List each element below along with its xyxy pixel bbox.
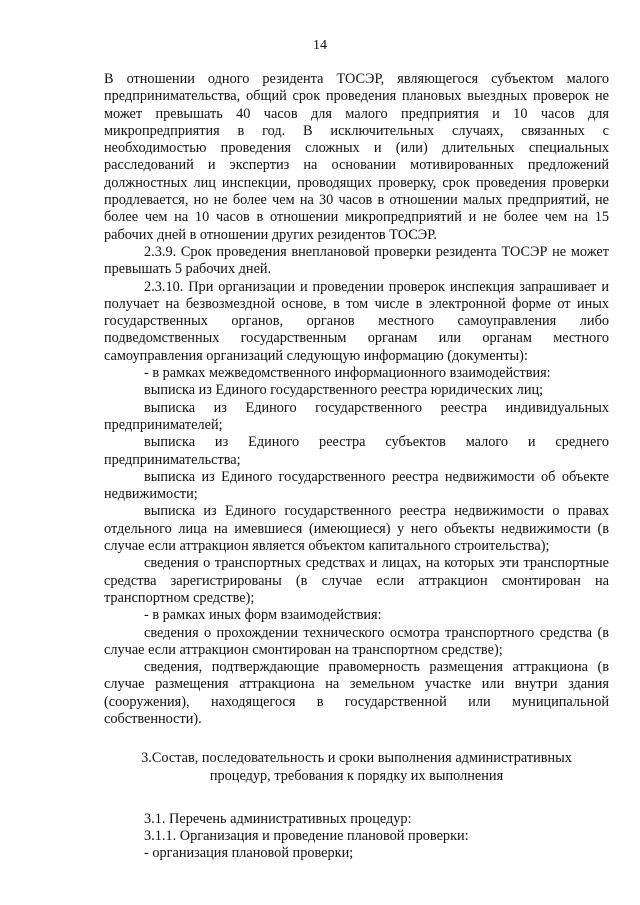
paragraphs-top (104, 71, 609, 728)
section-heading-line-2: процедур, требования к порядку их выполнения (209, 767, 504, 784)
list-item: выписка из Единого государственного реестра недвижимости об объекте недвижимости; (104, 468, 609, 503)
list-item: выписка из Единого государственного реестра недвижимости о правах отдельного лица на имевшиеся (имеющиеся) у него объекты недвижимости (в случае если аттракцион является объектом капитального строительства); (104, 503, 609, 555)
section-heading (104, 750, 609, 785)
list-item: выписка из Единого реестра субъектов малого и среднего предпринимательства; (104, 434, 609, 468)
list-item: выписка из Единого государственного реестра юридических лиц; (144, 382, 544, 399)
list-item: - в рамках иных форм взаимодействия: (144, 607, 382, 624)
paragraphs-bottom (104, 811, 609, 863)
paragraph: 2.3.9. Срок проведения внеплановой проверки резидента ТОСЭР не может превышать 5 рабочих дней. (104, 243, 609, 278)
list-item: сведения, подтверждающие правомерность размещения аттракциона (в случае размещения аттракциона на земельном участке или внутри здания (сооружения), находящегося в государственной или муниципальной собственности). (104, 659, 609, 727)
list-item: - организация плановой проверки; (144, 845, 354, 862)
paragraph: 3.1.1. Организация и проведение плановой проверки: (144, 828, 469, 845)
list-item: выписка из Единого государственного реестра индивидуальных предпринимателей; (104, 399, 609, 433)
paragraph: 3.1. Перечень административных процедур: (144, 810, 412, 827)
list-item: сведения о прохождении технического осмотра транспортного средства (в случае если аттракцион смонтирован на транспортном средстве); (104, 624, 609, 658)
paragraph: В отношении одного резидента ТОСЭР, являющегося субъектом малого предпринимательства, общий срок проведения плановых выездных проверок не может превышать 40 часов для малого предприятия и 10 часов для микропредприятия в год. В исключительных случаях, связанных с необходимостью проведения сложных и (или) длительных специальных расследований и экспертиз на основании мотивированных предложений должностных лиц инспекции, проводящих проверку, срок проведения проверки продлевается, но не более чем на 30 часов в отношении малых предприятий, не более чем на 10 часов в отношении микропредприятий и не более чем на 15 рабочих дней в отношении других резидентов ТОСЭР. (104, 71, 609, 243)
page-number: 14 (313, 38, 327, 53)
list-item: сведения о транспортных средствах и лицах, на которых эти транспортные средства зарегистрированы (в случае если аттракцион смонтирован на транспортном средстве); (104, 555, 609, 606)
section-heading-line-1: 3.Состав, последовательность и сроки выполнения административных (141, 750, 572, 767)
document-body (104, 71, 609, 863)
list-item: - в рамках межведомственного информационного взаимодействия: (144, 365, 551, 382)
paragraph: 2.3.10. При организации и проведении проверок инспекция запрашивает и получает на безвозмездной основе, в том числе в электронной форме от иных государственных органов, органов местного самоуправления либо подведомственных государственным органам или органам местного самоуправления организаций следующую информацию (документы): (104, 278, 609, 364)
